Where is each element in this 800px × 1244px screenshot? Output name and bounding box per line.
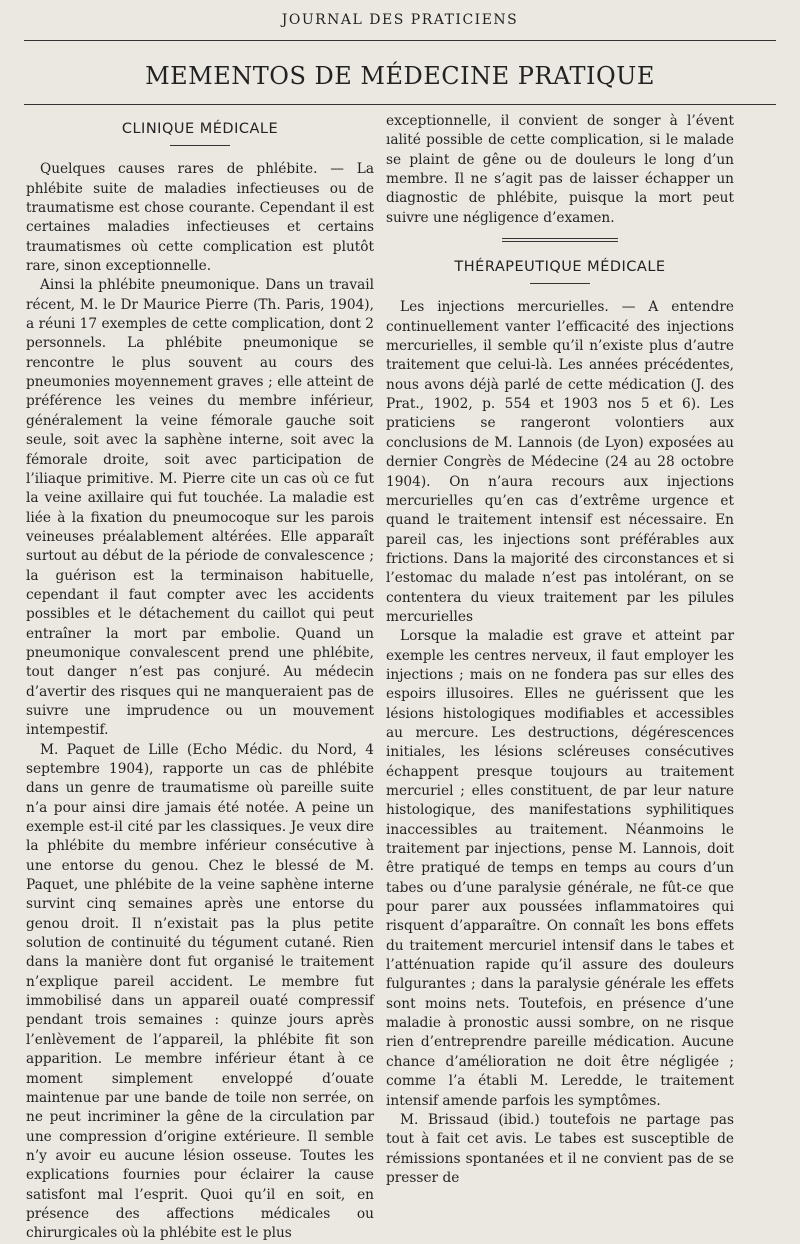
header-rule bbox=[24, 40, 776, 41]
right-column bbox=[386, 112, 734, 1188]
paragraph-continuation: exceptionnelle, il convient de songer à l’évent ıalité possible de cette complication, si le malade se plaint de gêne ou de douleurs le long d’un membre. Il ne s’agit pas de laisser échapper un diagnostic de phlébite, puisque la mort peut suivre une négligence d’examen. bbox=[386, 113, 734, 226]
section-heading-therapeutique: THÉRAPEUTIQUE MÉDICALE bbox=[454, 259, 666, 276]
section-divider bbox=[502, 238, 618, 242]
heading-underline bbox=[170, 145, 230, 146]
paragraph: Ainsi la phlébite pneumonique. Dans un travail récent, M. le Dr Maurice Pierre (Th. Paris, 1904), a réuni 17 exemples de cette complication, dont 2 personnels. La phlébite pneumonique se rencontre le plus souvent au cours des pneumonies moyennement graves ; elle atteint de préférence les veines du membre inférieur, généralement la veine fémorale gauche soit seule, soit avec la saphène interne, soit avec la fémorale droite, soit avec participation de l’iliaque primitive. M. Pierre cite un cas où ce fut la veine axillaire qui fut touchée. La maladie est liée à la fixation du pneumocoque sur les parois veineuses préalablement altérées. Elle apparaît surtout au début de la période de convalescence ; la guérison est la terminaison habituelle, cependant il faut compter avec les accidents possibles et le détachement du caillot qui peut entraîner la mort par embolie. Quand un pneumonique convalescent prend une phlébite, tout danger n’est pas conjuré. Au médecin d’avertir des risques qui ne manqueraient pas de suivre une imprudence ou un mouvement intempestif. bbox=[26, 277, 374, 739]
running-head: JOURNAL DES PRATICIENS bbox=[281, 12, 519, 28]
left-column bbox=[26, 112, 374, 1244]
title-rule bbox=[24, 104, 776, 105]
heading-underline bbox=[530, 283, 590, 284]
section-heading-clinique: CLINIQUE MÉDICALE bbox=[121, 121, 279, 137]
paragraph: M. Paquet de Lille (Echo Médic. du Nord, 4 septembre 1904), rapporte un cas de phlébite dans un genre de traumatisme où pareille suite n’a pour ainsi dire jamais été notée. A peine un exemple est-il cité par les classiques. Je veux dire la phlébite du membre inférieur consécutive à une entorse du genou. Chez le blessé de M. Paquet, une phlébite de la veine saphène interne survint cinq semaines après une entorse du genou droit. Il n’existait pas la plus petite solution de continuité du tégument cutané. Rien dans la manière dont fut organisé le traitement n’explique pareil accident. Le membre fut immobilisé dans un appareil ouaté compressif pendant trois semaines : quinze jours après l’enlèvement de l’appareil, la phlébite fit son apparition. Le membre inférieur étant à ce moment simplement enveloppé d’ouate maintenue par une bande de toile non serrée, on ne peut incriminer la gêne de la circulation par une compression d’origine extérieure. Il semble n’y avoir eu aucune lésion osseuse. Toutes les explications fournies pour éclairer la cause satisfont mal l’esprit. Quoi qu’il en soit, en présence des affections médicales ou chirurgicales où la phlébite est le plus bbox=[26, 741, 374, 1242]
paragraph: M. Brissaud (ibid.) toutefois ne partage pas tout à fait cet avis. Le tabes est susceptible de rémissions spontanées et il ne convient pas de se presser de bbox=[386, 1111, 734, 1186]
paragraph: Lorsque la maladie est grave et atteint par exemple les centres nerveux, il faut employer les injections ; mais on ne fondera pas sur elles des espoirs illusoires. Elles ne guérissent que les lésions histologiques modifiables et accessibles au mercure. Les destructions, dégérescences initiales, les lésions scléreuses consécutives échappent presque toujours au traitement mercuriel ; elles constituent, de par leur nature histologique, des manifestations syphilitiques inaccessibles au traitement. Néanmoins le traitement par injections, pense M. Lannois, doit être pratiqué de temps en temps au cours d’un tabes ou d’une paralysie générale, ne fût-ce que pour parer aux poussées inflammatoires qui risquent d’apparaître. On connaît les bons effets du traitement mercuriel intensif dans le tabes et l’atténuation rapide qu’il assure des douleurs fulgurantes ; dans la paralysie générale les effets sont moins nets. Toutefois, en présence d’une maladie à pronostic aussi sombre, on ne risque rien d’entreprendre pareille médication. Aucune chance d’amélioration ne doit être négligée ; comme l’a établi M. Leredde, le traitement intensif amende parfois les symptômes. bbox=[386, 628, 734, 1109]
paragraph: Les injections mercurielles. — A entendre continuellement vanter l’efficacité des injections mercurielles, il semble qu’il n’existe plus d’autre traitement que celui-là. Les années précédentes, nous avons déjà parlé de cette médication (J. des Prat., 1902, p. 554 et 1903 nos 5 et 6). Les praticiens se rangeront volontiers aux conclusions de M. Lannois (de Lyon) exposées au dernier Congrès de Médecine (24 au 28 octobre 1904). On n’aura recours aux injections mercurielles qu’en cas d’extrême urgence et quand le traitement intensif est nécessaire. En pareil cas, les injections sont préférables aux frictions. Dans la majorité des circonstances et si l’estomac du malade n’est pas intolérant, on se contentera du vieux traitement par les pilules mercurielles bbox=[386, 299, 734, 625]
page-title: MEMENTOS DE MÉDECINE PRATIQUE bbox=[145, 62, 655, 90]
paragraph: Quelques causes rares de phlébite. — La phlébite suite de maladies infectieuses ou de traumatisme est chose courante. Cependant il est certaines maladies infectieuses et certains traumatismes où cette complication est plutôt rare, sinon exceptionnelle. bbox=[26, 161, 374, 275]
